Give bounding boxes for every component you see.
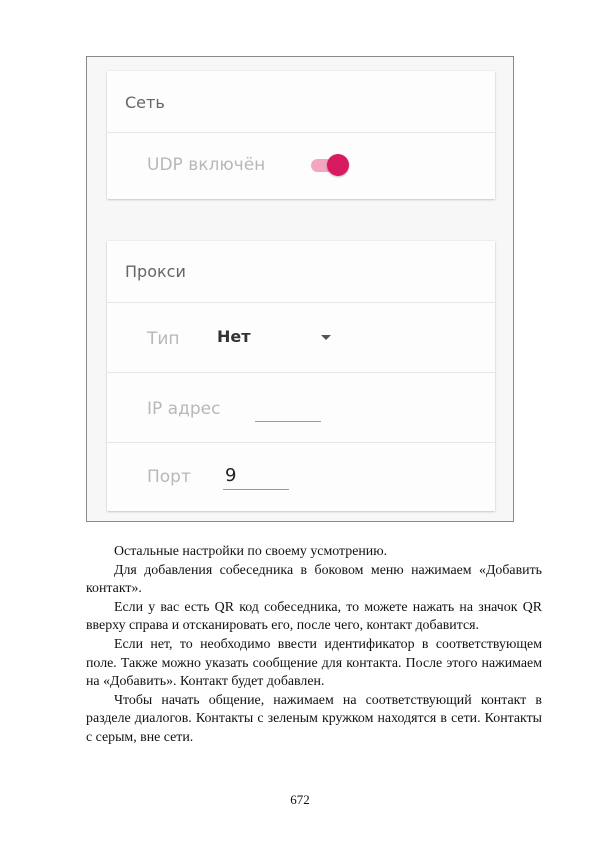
proxy-header [107, 241, 495, 303]
body-text [86, 543, 542, 748]
ip-address-input[interactable] [255, 399, 321, 422]
port-label: Порт [147, 467, 191, 487]
ip-address-label: IP адрес [147, 399, 221, 419]
proxy-type-row [107, 303, 495, 373]
paragraph: Если у вас есть QR код собеседника, то можете нажать на значок QR вверху справа и отсканировать его, после чего, контакт добавится. [86, 599, 542, 634]
port-value: 9 [225, 465, 237, 486]
toggle-thumb [327, 154, 349, 176]
proxy-type-value: Нет [217, 327, 251, 346]
proxy-type-select[interactable] [217, 325, 337, 351]
proxy-ip-row [107, 373, 495, 443]
dropdown-arrow-icon [321, 335, 331, 340]
port-input[interactable] [223, 463, 289, 490]
paragraph: Остальные настройки по своему усмотрению. [114, 544, 388, 559]
paragraph: Если нет, то необходимо ввести идентификатор в соответствующем поле. Также можно указать сообщение для контакта. После этого нажимаем на «Добавить». Контакт будет добавлен. [86, 636, 542, 690]
page-number: 672 [290, 792, 310, 807]
settings-screenshot [86, 56, 514, 522]
paragraph: Для добавления собеседника в боковом меню нажимаем «Добавить контакт». [86, 562, 542, 597]
paragraph: Чтобы начать общение, нажимаем на соответствующий контакт в разделе диалогов. Контакты с зеленым кружком находятся в сети. Контакты с серым, вне сети. [86, 692, 542, 745]
proxy-card [107, 241, 495, 511]
proxy-port-row [107, 443, 495, 511]
network-header [107, 71, 495, 133]
proxy-type-label: Тип [147, 329, 180, 349]
network-title: Сеть [125, 93, 165, 112]
udp-toggle[interactable] [309, 153, 349, 177]
udp-label: UDP включён [147, 155, 266, 175]
network-card [107, 71, 495, 199]
proxy-title: Прокси [125, 262, 186, 281]
udp-row [107, 133, 495, 199]
